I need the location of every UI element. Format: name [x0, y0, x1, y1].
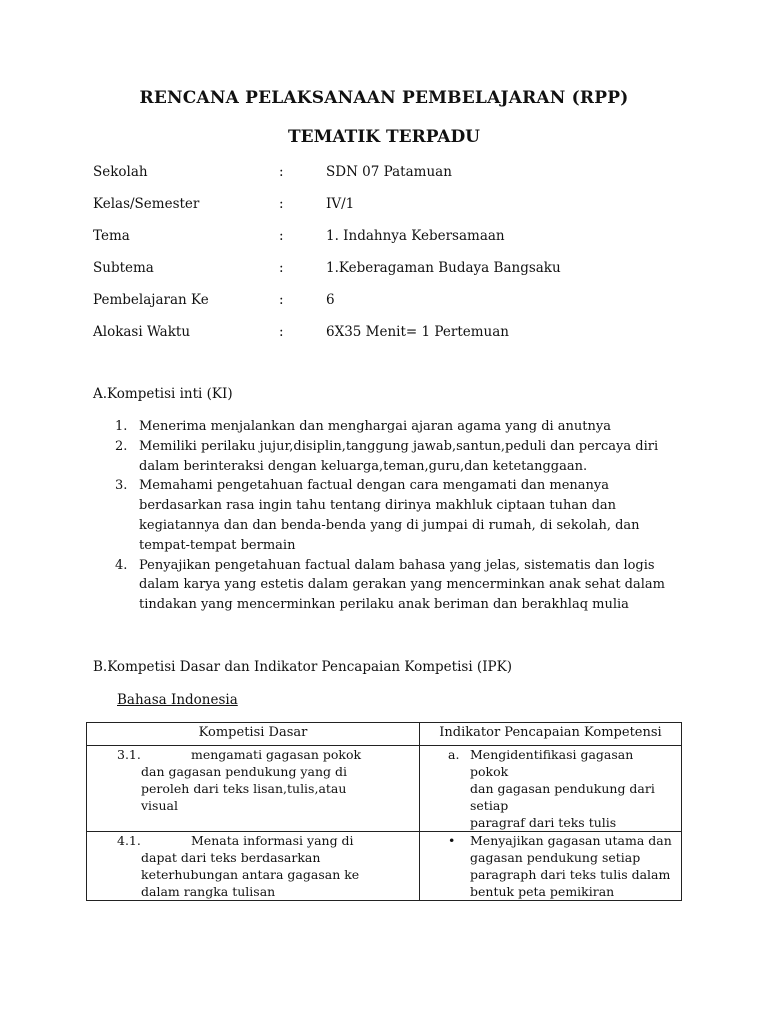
subject-heading: Bahasa Indonesia [117, 692, 238, 708]
kd-text: dan gagasan pendukung yang di [141, 764, 347, 779]
bullet-icon: • [448, 833, 456, 848]
identity-block [93, 164, 693, 356]
list-line: dalam karya yang estetis dalam gerakan yang mencerminkan anak sehat dalam [139, 577, 665, 593]
document-title: RENCANA PELAKSANAAN PEMBELAJARAN (RPP) [139, 88, 629, 108]
ki-list [93, 417, 683, 615]
list-number: 2. [115, 438, 128, 454]
ipk-cell [420, 832, 682, 901]
list-number: 1. [115, 419, 128, 434]
list-number: 3. [115, 478, 128, 494]
kd-text: visual [141, 798, 178, 813]
identity-value: IV/1 [326, 196, 355, 212]
list-item [93, 556, 683, 615]
identity-label: Alokasi Waktu [93, 324, 191, 340]
identity-colon: : [279, 228, 284, 244]
list-line: dalam berinteraksi dengan keluarga,teman,guru,dan ketetanggaan. [139, 458, 588, 474]
list-line: tindakan yang mencerminkan perilaku anak beriman dan berakhlaq mulia [139, 597, 629, 613]
list-line: Memiliki perilaku jujur,disiplin,tanggung jawab,santun,peduli dan percaya diri [139, 438, 659, 454]
kd-cell [87, 746, 420, 832]
identity-label: Kelas/Semester [93, 196, 200, 212]
list-line: Memahami pengetahuan factual dengan cara mengamati dan menanya [139, 478, 610, 494]
ipk-cell [420, 746, 682, 832]
identity-colon: : [279, 196, 284, 212]
section-a-heading: A.Kompetisi inti (KI) [93, 386, 233, 402]
list-line: kegiatannya dan dan benda-benda yang di jumpai di rumah, di sekolah, dan [139, 517, 640, 533]
ipk-text: bentuk peta pemikiran [470, 884, 615, 899]
list-line: Menerima menjalankan dan menghargai ajaran agama yang di anutnya [139, 419, 611, 434]
kd-text: keterhubungan antara gagasan ke [141, 867, 360, 882]
column-header-kd: Kompetisi Dasar [87, 723, 420, 746]
ipk-text: paragraph dari teks tulis dalam [470, 867, 671, 882]
identity-value: 6 [326, 292, 335, 308]
ipk-text: Mengidentifikasi gagasan pokok [470, 747, 634, 779]
table-header-row [87, 723, 682, 746]
identity-row [93, 196, 693, 228]
table-row [87, 746, 682, 832]
ipk-text: gagasan pendukung setiap [470, 850, 641, 865]
identity-value: 1.Keberagaman Budaya Bangsaku [326, 260, 561, 276]
table-row [87, 832, 682, 901]
ipk-text: Menyajikan gagasan utama dan [470, 833, 672, 848]
list-line: tempat-tempat bermain [139, 537, 296, 553]
list-number: 4. [115, 557, 128, 573]
kd-number: 4.1. [117, 833, 141, 848]
kd-text: Menata informasi yang di [191, 833, 354, 848]
identity-row [93, 324, 693, 356]
identity-label: Subtema [93, 260, 154, 276]
list-marker: a. [448, 747, 460, 762]
identity-colon: : [279, 292, 284, 308]
list-item [93, 437, 683, 477]
identity-colon: : [279, 324, 284, 340]
section-b-heading: B.Kompetisi Dasar dan Indikator Pencapaian Kompetisi (IPK) [93, 659, 512, 675]
list-line: Penyajikan pengetahuan factual dalam bahasa yang jelas, sistematis dan logis [139, 557, 655, 573]
kd-text: dalam rangka tulisan [141, 884, 276, 899]
list-line: berdasarkan rasa ingin tahu tentang dirinya makhluk ciptaan tuhan dan [139, 498, 617, 514]
identity-value: 1. Indahnya Kebersamaan [326, 228, 505, 244]
list-item [93, 417, 683, 437]
identity-value: 6X35 Menit= 1 Pertemuan [326, 324, 509, 340]
identity-colon: : [279, 260, 284, 276]
ipk-text: dan gagasan pendukung dari setiap [470, 781, 655, 813]
identity-label: Pembelajaran Ke [93, 292, 209, 308]
kd-text: dapat dari teks berdasarkan [141, 850, 321, 865]
identity-row [93, 164, 693, 196]
kd-cell [87, 832, 420, 901]
column-header-ipk: Indikator Pencapaian Kompetensi [420, 723, 682, 746]
identity-value: SDN 07 Patamuan [326, 164, 452, 180]
kd-text: mengamati gagasan pokok [191, 747, 362, 762]
identity-label: Sekolah [93, 164, 148, 180]
competency-table [86, 722, 682, 901]
identity-label: Tema [93, 228, 130, 244]
list-item [93, 476, 683, 555]
identity-row [93, 292, 693, 324]
document-subtitle: TEMATIK TERPADU [287, 127, 481, 147]
identity-row [93, 260, 693, 292]
ipk-text: paragraf dari teks tulis [470, 815, 617, 830]
kd-number: 3.1. [117, 747, 141, 762]
identity-row [93, 228, 693, 260]
identity-colon: : [279, 164, 284, 180]
kd-text: peroleh dari teks lisan,tulis,atau [141, 781, 347, 796]
